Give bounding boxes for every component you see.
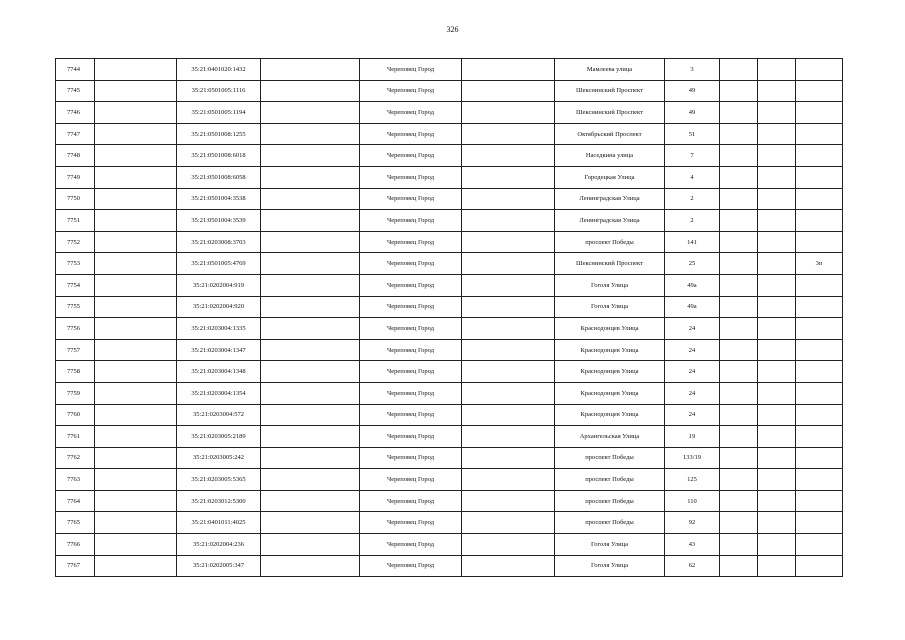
cadastral-number: 35:21:0203008:3703 [177,231,261,253]
row-number: 7745 [56,80,95,102]
empty-cell [95,534,177,556]
house-number: 7 [665,145,720,167]
street: Наседкина улица [555,145,665,167]
cadastral-number: 35:21:0203005:5365 [177,469,261,491]
empty-cell [758,123,796,145]
street: Гоголя Улица [555,555,665,577]
empty-cell [758,404,796,426]
city: Череповец Город [360,339,462,361]
city: Череповец Город [360,59,462,81]
street: Гоголя Улица [555,296,665,318]
empty-cell [261,274,360,296]
empty-cell [720,231,758,253]
empty-cell [462,145,555,167]
empty-cell [462,231,555,253]
table-row [56,404,843,426]
note-cell [796,404,843,426]
table-row [56,210,843,232]
note-cell [796,534,843,556]
note-cell [796,145,843,167]
empty-cell [720,188,758,210]
empty-cell [462,534,555,556]
table-row [56,123,843,145]
house-number: 25 [665,253,720,275]
table-row [56,231,843,253]
note-cell [796,102,843,124]
table-row [56,534,843,556]
street: проспект Победы [555,512,665,534]
note-cell [796,382,843,404]
city: Череповец Город [360,210,462,232]
house-number: 49 [665,102,720,124]
cadastral-number: 35:21:0501004:3539 [177,210,261,232]
street: Краснодонцев Улица [555,318,665,340]
row-number: 7748 [56,145,95,167]
note-cell [796,274,843,296]
cadastral-number: 35:21:0203012:5300 [177,490,261,512]
empty-cell [758,512,796,534]
empty-cell [95,404,177,426]
cadastral-number: 35:21:0501008:6058 [177,166,261,188]
empty-cell [720,166,758,188]
city: Череповец Город [360,80,462,102]
street: проспект Победы [555,231,665,253]
empty-cell [720,512,758,534]
empty-cell [758,210,796,232]
empty-cell [462,512,555,534]
empty-cell [261,382,360,404]
empty-cell [758,145,796,167]
table-row [56,361,843,383]
empty-cell [462,447,555,469]
table-row [56,102,843,124]
house-number: 2 [665,188,720,210]
empty-cell [261,339,360,361]
empty-cell [720,253,758,275]
empty-cell [261,102,360,124]
table-row [56,188,843,210]
house-number: 4 [665,166,720,188]
street: Шекснинский Проспект [555,253,665,275]
cadastral-number: 35:21:0401011:4025 [177,512,261,534]
note-cell [796,318,843,340]
row-number: 7744 [56,59,95,81]
empty-cell [720,447,758,469]
empty-cell [758,361,796,383]
empty-cell [95,59,177,81]
street: проспект Победы [555,469,665,491]
house-number: 24 [665,361,720,383]
street: Ленинградская Улица [555,210,665,232]
empty-cell [758,253,796,275]
street: Гоголя Улица [555,274,665,296]
street: Шекснинский Проспект [555,102,665,124]
street: проспект Победы [555,490,665,512]
empty-cell [462,274,555,296]
empty-cell [720,59,758,81]
note-cell [796,80,843,102]
empty-cell [261,490,360,512]
cadastral-number: 35:21:0203004:1354 [177,382,261,404]
empty-cell [720,404,758,426]
empty-cell [95,339,177,361]
table-row [56,512,843,534]
empty-cell [462,296,555,318]
table-row [56,447,843,469]
cadastral-number: 35:21:0501008:1255 [177,123,261,145]
note-cell [796,469,843,491]
row-number: 7746 [56,102,95,124]
street: Городецкая Улица [555,166,665,188]
empty-cell [758,447,796,469]
row-number: 7762 [56,447,95,469]
row-number: 7766 [56,534,95,556]
empty-cell [720,555,758,577]
empty-cell [95,361,177,383]
empty-cell [95,231,177,253]
house-number: 51 [665,123,720,145]
table-row [56,296,843,318]
registry-table [55,58,843,577]
note-cell [796,59,843,81]
street: Гоголя Улица [555,534,665,556]
empty-cell [758,469,796,491]
city: Череповец Город [360,102,462,124]
cadastral-number: 35:21:0501005:1194 [177,102,261,124]
empty-cell [758,339,796,361]
empty-cell [95,188,177,210]
empty-cell [720,210,758,232]
house-number: 49 [665,80,720,102]
house-number: 92 [665,512,720,534]
empty-cell [95,210,177,232]
empty-cell [758,59,796,81]
city: Череповец Город [360,490,462,512]
table-row [56,274,843,296]
cadastral-number: 35:21:0203004:1335 [177,318,261,340]
house-number: 49а [665,274,720,296]
city: Череповец Город [360,447,462,469]
empty-cell [261,123,360,145]
street: Шекснинский Проспект [555,80,665,102]
city: Череповец Город [360,404,462,426]
table-row [56,166,843,188]
empty-cell [462,404,555,426]
note-cell [796,361,843,383]
house-number: 133/19 [665,447,720,469]
note-cell [796,210,843,232]
city: Череповец Город [360,296,462,318]
note-cell [796,296,843,318]
house-number: 62 [665,555,720,577]
city: Череповец Город [360,274,462,296]
street: Архангельская Улица [555,426,665,448]
empty-cell [758,382,796,404]
empty-cell [720,534,758,556]
empty-cell [261,469,360,491]
row-number: 7753 [56,253,95,275]
note-cell [796,231,843,253]
row-number: 7757 [56,339,95,361]
empty-cell [758,80,796,102]
empty-cell [95,123,177,145]
empty-cell [261,447,360,469]
cadastral-number: 35:21:0501005:1116 [177,80,261,102]
empty-cell [95,80,177,102]
table-row [56,339,843,361]
table-row [56,253,843,275]
empty-cell [462,123,555,145]
empty-cell [95,318,177,340]
note-cell [796,426,843,448]
empty-cell [758,274,796,296]
empty-cell [462,253,555,275]
empty-cell [95,426,177,448]
empty-cell [720,123,758,145]
empty-cell [261,253,360,275]
cadastral-number: 35:21:0202005:347 [177,555,261,577]
cadastral-number: 35:21:0202004:920 [177,296,261,318]
city: Череповец Город [360,253,462,275]
row-number: 7761 [56,426,95,448]
empty-cell [720,296,758,318]
empty-cell [261,210,360,232]
city: Череповец Город [360,231,462,253]
cadastral-number: 35:21:0501004:3538 [177,188,261,210]
row-number: 7752 [56,231,95,253]
empty-cell [720,102,758,124]
empty-cell [462,469,555,491]
table-row [56,555,843,577]
cadastral-number: 35:21:0202004:919 [177,274,261,296]
cadastral-number: 35:21:0203004:1347 [177,339,261,361]
note-cell: 3п [796,253,843,275]
note-cell [796,339,843,361]
empty-cell [95,296,177,318]
note-cell [796,123,843,145]
house-number: 3 [665,59,720,81]
empty-cell [95,253,177,275]
house-number: 24 [665,339,720,361]
empty-cell [95,102,177,124]
street: Мамлеева улица [555,59,665,81]
empty-cell [462,318,555,340]
city: Череповец Город [360,145,462,167]
city: Череповец Город [360,123,462,145]
row-number: 7754 [56,274,95,296]
empty-cell [758,296,796,318]
city: Череповец Город [360,361,462,383]
note-cell [796,512,843,534]
page-number: 326 [446,25,459,34]
empty-cell [758,490,796,512]
empty-cell [462,166,555,188]
empty-cell [758,102,796,124]
empty-cell [261,512,360,534]
empty-cell [758,166,796,188]
row-number: 7750 [56,188,95,210]
empty-cell [462,210,555,232]
empty-cell [758,188,796,210]
house-number: 49а [665,296,720,318]
row-number: 7747 [56,123,95,145]
empty-cell [720,426,758,448]
row-number: 7755 [56,296,95,318]
empty-cell [462,382,555,404]
city: Череповец Город [360,166,462,188]
street: Краснодонцев Улица [555,339,665,361]
empty-cell [462,426,555,448]
row-number: 7759 [56,382,95,404]
note-cell [796,555,843,577]
house-number: 24 [665,382,720,404]
note-cell [796,447,843,469]
row-number: 7760 [56,404,95,426]
table-row [56,80,843,102]
cadastral-number: 35:21:0501008:6018 [177,145,261,167]
empty-cell [261,534,360,556]
cadastral-number: 35:21:0203005:242 [177,447,261,469]
table-row [56,145,843,167]
empty-cell [720,469,758,491]
empty-cell [720,80,758,102]
empty-cell [95,166,177,188]
street: Ленинградская Улица [555,188,665,210]
city: Череповец Город [360,534,462,556]
empty-cell [95,274,177,296]
note-cell [796,490,843,512]
empty-cell [261,361,360,383]
row-number: 7751 [56,210,95,232]
empty-cell [462,555,555,577]
street: Краснодонцев Улица [555,404,665,426]
note-cell [796,188,843,210]
empty-cell [261,145,360,167]
city: Череповец Город [360,469,462,491]
table-body [56,59,843,577]
empty-cell [720,145,758,167]
empty-cell [462,188,555,210]
empty-cell [720,382,758,404]
city: Череповец Город [360,555,462,577]
empty-cell [95,145,177,167]
cadastral-number: 35:21:0203004:1348 [177,361,261,383]
table-row [56,490,843,512]
street: проспект Победы [555,447,665,469]
empty-cell [720,490,758,512]
table-row [56,469,843,491]
row-number: 7749 [56,166,95,188]
empty-cell [261,555,360,577]
city: Череповец Город [360,426,462,448]
cadastral-number: 35:21:0202004:236 [177,534,261,556]
house-number: 110 [665,490,720,512]
empty-cell [462,102,555,124]
empty-cell [758,555,796,577]
empty-cell [261,318,360,340]
street: Краснодонцев Улица [555,361,665,383]
table-row [56,59,843,81]
empty-cell [261,296,360,318]
empty-cell [462,490,555,512]
row-number: 7763 [56,469,95,491]
empty-cell [758,534,796,556]
empty-cell [95,382,177,404]
row-number: 7764 [56,490,95,512]
empty-cell [720,274,758,296]
city: Череповец Город [360,318,462,340]
empty-cell [261,404,360,426]
row-number: 7767 [56,555,95,577]
empty-cell [261,426,360,448]
cadastral-number: 35:21:0501005:4769 [177,253,261,275]
street: Октябрьский Проспект [555,123,665,145]
empty-cell [758,426,796,448]
empty-cell [758,318,796,340]
cadastral-number: 35:21:0203004:572 [177,404,261,426]
cadastral-number: 35:21:0203005:2189 [177,426,261,448]
house-number: 2 [665,210,720,232]
city: Череповец Город [360,188,462,210]
table-row [56,382,843,404]
city: Череповец Город [360,382,462,404]
empty-cell [95,490,177,512]
house-number: 125 [665,469,720,491]
house-number: 43 [665,534,720,556]
house-number: 24 [665,404,720,426]
city: Череповец Город [360,512,462,534]
empty-cell [95,555,177,577]
table-row [56,426,843,448]
empty-cell [462,59,555,81]
table-row [56,318,843,340]
row-number: 7756 [56,318,95,340]
cadastral-number: 35:21:0401020:1432 [177,59,261,81]
house-number: 24 [665,318,720,340]
empty-cell [462,339,555,361]
empty-cell [95,447,177,469]
empty-cell [95,469,177,491]
row-number: 7765 [56,512,95,534]
empty-cell [462,80,555,102]
note-cell [796,166,843,188]
house-number: 19 [665,426,720,448]
empty-cell [95,512,177,534]
house-number: 141 [665,231,720,253]
empty-cell [758,231,796,253]
empty-cell [261,59,360,81]
empty-cell [720,339,758,361]
street: Краснодонцев Улица [555,382,665,404]
empty-cell [261,80,360,102]
empty-cell [720,318,758,340]
empty-cell [462,361,555,383]
empty-cell [261,166,360,188]
empty-cell [720,361,758,383]
empty-cell [261,231,360,253]
empty-cell [261,188,360,210]
row-number: 7758 [56,361,95,383]
